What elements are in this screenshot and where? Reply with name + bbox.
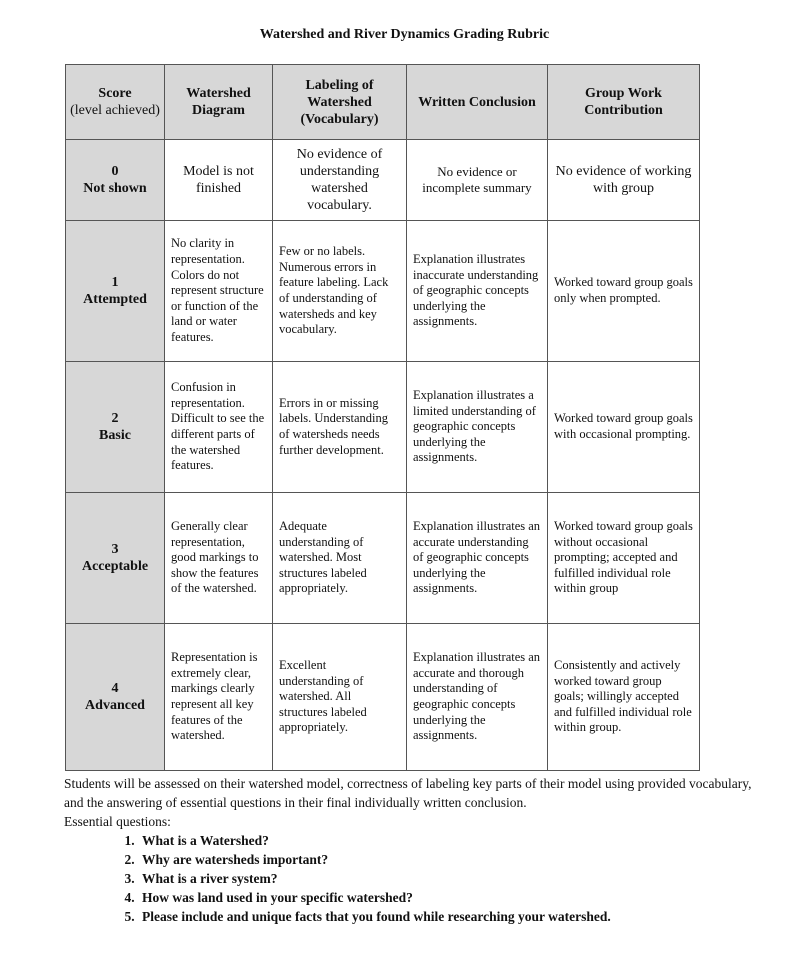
header-labeling: Labeling of Watershed (Vocabulary) <box>273 65 407 140</box>
group-cell: Consistently and actively worked toward group goals; willingly accepted and fulfilled individual role within group. <box>548 624 700 771</box>
score-level: Advanced <box>85 698 145 713</box>
header-score-sublabel: (level achieved) <box>70 103 160 118</box>
score-level: Attempted <box>83 292 147 307</box>
conclusion-cell: Explanation illustrates an accurate and thorough understanding of geographic concepts underlying the assignments. <box>407 624 548 771</box>
conclusion-cell: Explanation illustrates a limited understanding of geographic concepts underlying the assignments. <box>407 362 548 493</box>
table-row <box>66 140 700 221</box>
score-number: 2 <box>111 411 119 426</box>
score-level: Not shown <box>83 181 147 196</box>
group-cell: Worked toward group goals without occasional prompting; accepted and fulfilled individual role within group <box>548 493 700 624</box>
score-level: Basic <box>99 428 131 443</box>
group-cell: Worked toward group goals only when prompted. <box>548 221 700 362</box>
table-row <box>66 362 700 493</box>
group-cell: No evidence of working with group <box>548 140 700 221</box>
list-item: 1. What is a Watershed? <box>138 831 754 850</box>
diagram-cell: Representation is extremely clear, markings clearly represent all key features of the watershed. <box>165 624 273 771</box>
labeling-cell: Excellent understanding of watershed. All structures labeled appropriately. <box>273 624 407 771</box>
table-row <box>66 221 700 362</box>
assessment-paragraph: Students will be assessed on their watershed model, correctness of labeling key parts of their model using provided vocabulary, and the answering of essential questions in their final individually written conclusion. <box>64 776 752 810</box>
assessment-notes <box>64 774 754 926</box>
list-item: 2. Why are watersheds important? <box>138 850 754 869</box>
grading-rubric-table <box>65 64 700 771</box>
table-row <box>66 624 700 771</box>
group-cell: Worked toward group goals with occasional prompting. <box>548 362 700 493</box>
score-level: Acceptable <box>81 559 149 574</box>
diagram-cell: No clarity in representation. Colors do not represent structure or function of the land or water features. <box>165 221 273 362</box>
score-number: 4 <box>111 681 119 696</box>
score-cell <box>66 140 165 221</box>
header-watershed-diagram: Watershed Diagram <box>165 65 273 140</box>
list-item: 3. What is a river system? <box>138 869 754 888</box>
list-item: 5. Please include and unique facts that you found while researching your watershed. <box>138 907 754 926</box>
conclusion-cell: No evidence or incomplete summary <box>407 140 548 221</box>
essential-questions-list <box>64 831 754 926</box>
score-number: 1 <box>111 275 119 290</box>
document-title: Watershed and River Dynamics Grading Rubric <box>259 27 550 42</box>
diagram-cell: Confusion in representation. Difficult to see the different parts of the watershed features. <box>165 362 273 493</box>
diagram-cell: Generally clear representation, good markings to show the features of the watershed. <box>165 493 273 624</box>
score-cell <box>66 221 165 362</box>
header-score <box>66 65 165 140</box>
list-item: 4. How was land used in your specific watershed? <box>138 888 754 907</box>
score-cell <box>66 362 165 493</box>
score-cell <box>66 493 165 624</box>
header-group-work: Group Work Contribution <box>548 65 700 140</box>
conclusion-cell: Explanation illustrates an accurate understanding of geographic concepts underlying the assignments. <box>407 493 548 624</box>
labeling-cell: Few or no labels. Numerous errors in feature labeling. Lack of understanding of watersheds and key vocabulary. <box>273 221 407 362</box>
header-score-label: Score <box>98 86 132 101</box>
table-row <box>66 493 700 624</box>
labeling-cell: No evidence of understanding watershed vocabulary. <box>273 140 407 221</box>
score-cell <box>66 624 165 771</box>
table-header-row <box>66 65 700 140</box>
score-number: 3 <box>111 542 119 557</box>
score-number: 0 <box>111 164 119 179</box>
conclusion-cell: Explanation illustrates inaccurate understanding of geographic concepts underlying the assignments. <box>407 221 548 362</box>
labeling-cell: Errors in or missing labels. Understanding of watersheds needs further development. <box>273 362 407 493</box>
essential-questions-label: Essential questions: <box>64 814 171 829</box>
labeling-cell: Adequate understanding of watershed. Most structures labeled appropriately. <box>273 493 407 624</box>
header-written-conclusion: Written Conclusion <box>407 65 548 140</box>
diagram-cell: Model is not finished <box>165 140 273 221</box>
